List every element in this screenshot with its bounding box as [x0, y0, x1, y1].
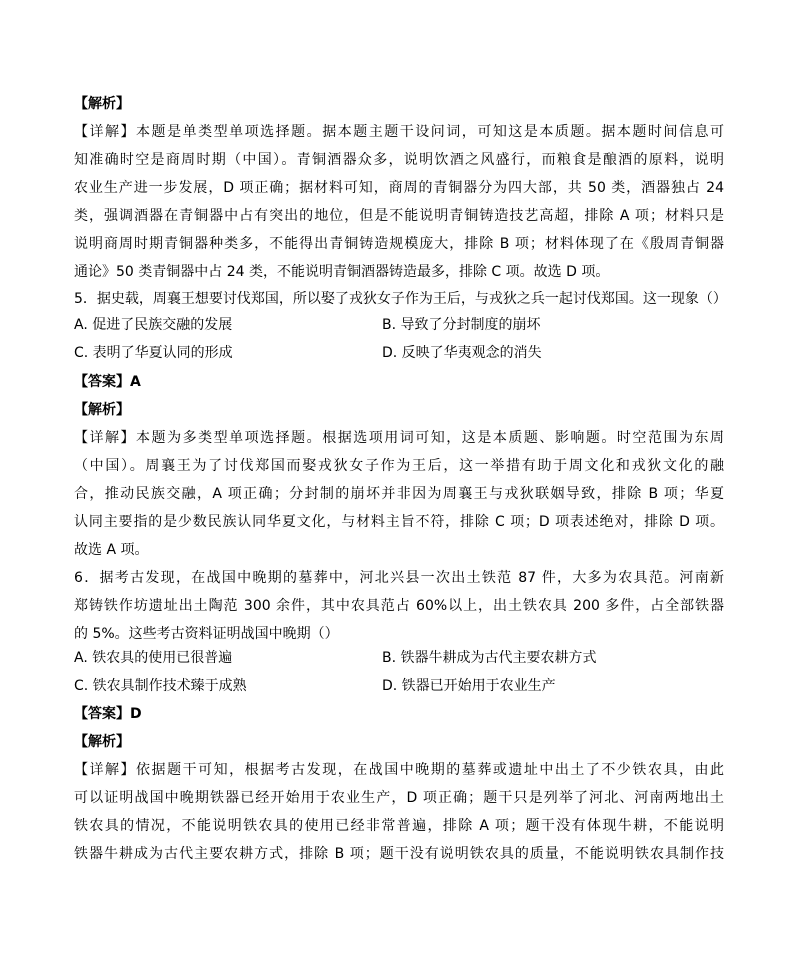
q4-detail-line-2: 知准确时空是商周时期（中国）。青铜酒器众多，说明饮酒之风盛行，而粮食是酿酒的原料，说明 [74, 152, 724, 168]
q5-stem: 5．据史载，周襄王想要讨伐郑国，所以娶了戎狄女子作为王后，与戎狄之兵一起讨伐郑国。这一现象（） [74, 291, 727, 307]
q6-option-c: C. 铁农具制作技术臻于成熟 [74, 678, 247, 694]
q6-detail-line-2: 可以证明战国中晚期铁器已经开始用于农业生产，D 项正确；题干只是列举了河北、河南两地出土 [74, 790, 724, 806]
q4-detail-line-1: 【详解】本题是单类型单项选择题。据本题主题干设问词，可知这是本质题。据本题时间信息可 [74, 124, 724, 140]
q6-option-d: D. 铁器已开始用于农业生产 [382, 678, 556, 694]
q6-analysis-label: 【解析】 [74, 734, 130, 750]
q6-stem-line-1: 6．据考古发现，在战国中晚期的墓葬中，河北兴县一次出土铁范 87 件，大多为农具范。河南新 [74, 570, 724, 586]
q5-detail-line-3: 合，推动民族交融，A 项正确；分封制的崩坏并非因为周襄王与戎狄联姻导致，排除 B 项；华夏 [74, 486, 724, 502]
q6-detail-line-3: 铁农具的情况，不能说明铁农具的使用已经非常普遍，排除 A 项；题干没有体现牛耕，不能说明 [74, 818, 724, 834]
q4-detail-line-4: 类，强调酒器在青铜器中占有突出的地位，但是不能说明青铜铸造技艺高超，排除 A 项；材料只是 [74, 208, 724, 224]
q5-answer: 【答案】A [74, 374, 141, 390]
q4-analysis-label: 【解析】 [74, 96, 130, 112]
q5-detail-line-1: 【详解】本题为多类型单项选择题。根据选项用词可知，这是本质题、影响题。时空范围为东周 [74, 430, 724, 446]
q5-detail-line-5: 故选 A 项。 [74, 542, 149, 558]
q5-option-d: D. 反映了华夷观念的消失 [382, 345, 542, 361]
q6-stem-line-3: 的 5%。这些考古资料证明战国中晚期（） [74, 626, 339, 642]
q5-option-a: A. 促进了民族交融的发展 [74, 317, 233, 333]
q4-detail-line-3: 农业生产进一步发展，D 项正确；据材料可知，商周的青铜器分为四大部，共 50 类，酒器独占 24 [74, 180, 724, 196]
q5-analysis-label: 【解析】 [74, 402, 130, 418]
q6-stem-line-2: 郑铸铁作坊遗址出土陶范 300 余件，其中农具范占 60%以上，出土铁农具 200 多件，占全部铁器 [74, 598, 724, 614]
q5-detail-line-2: （中国）。周襄王为了讨伐郑国而娶戎狄女子作为王后，这一举措有助于周文化和戎狄文化的融 [74, 458, 724, 474]
q4-detail-line-5: 说明商周时期青铜器种类多，不能得出青铜铸造规模庞大，排除 B 项；材料体现了在《殷周青铜器 [74, 236, 724, 252]
q5-option-c: C. 表明了华夏认同的形成 [74, 345, 233, 361]
q6-answer: 【答案】D [74, 706, 142, 722]
q6-detail-line-1: 【详解】依据题干可知，根据考古发现，在战国中晚期的墓葬或遗址中出土了不少铁农具，由此 [74, 762, 724, 778]
q6-detail-line-4: 铁器牛耕成为古代主要农耕方式，排除 B 项；题干没有说明铁农具的质量，不能说明铁农具制作技 [74, 846, 724, 862]
q5-detail-line-4: 认同主要指的是少数民族认同华夏文化，与材料主旨不符，排除 C 项；D 项表述绝对，排除 D 项。 [74, 514, 724, 530]
q6-option-b: B. 铁器牛耕成为古代主要农耕方式 [382, 650, 597, 666]
q6-option-a: A. 铁农具的使用已很普遍 [74, 650, 233, 666]
q5-option-b: B. 导致了分封制度的崩坏 [382, 317, 541, 333]
q4-detail-line-6: 通论》50 类青铜器中占 24 类，不能说明青铜酒器铸造最多，排除 C 项。故选 D 项。 [74, 264, 610, 280]
